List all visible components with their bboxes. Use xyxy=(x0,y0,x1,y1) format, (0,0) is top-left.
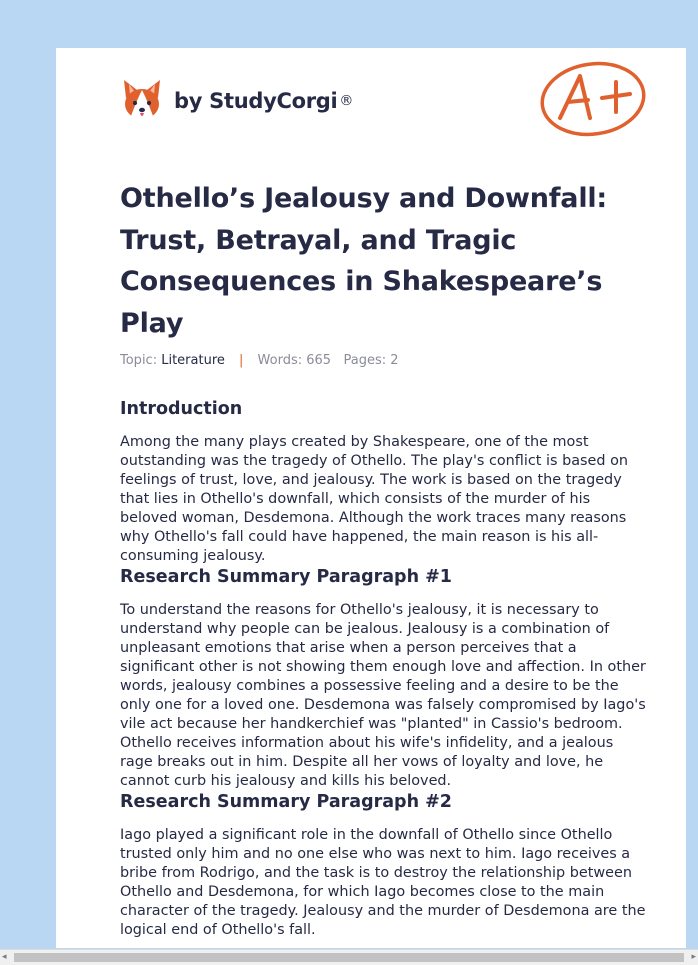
registered-mark: ® xyxy=(339,93,354,109)
section-heading-introduction: Introduction xyxy=(120,399,243,419)
scrollbar-thumb[interactable] xyxy=(14,953,684,962)
section-heading-research-1: Research Summary Paragraph #1 xyxy=(120,567,452,587)
section-text-introduction: Among the many plays created by Shakespeare, one of the most outstanding was the tragedy of Othello. The play's conflict is based on feelings of trust, love, and jealousy. The work is based on the tragedy that lies in Othello's downfall, which consists of the murder of his beloved woman, Desdemona. Although the work traces many reasons why Othello's fall could have happened, the main reason is his all-consuming jealousy. xyxy=(120,434,629,564)
page-title: Othello’s Jealousy and Downfall: Trust, Betrayal, and Tragic Consequences in Shakespeare’s Play xyxy=(120,183,608,339)
word-count: Words: 665 xyxy=(257,353,332,368)
section-text-research-2: Iago played a significant role in the downfall of Othello since Othello trusted only him and no one else who was next to him. Iago receives a bribe from Rodrigo, and the task is to destroy the relationship between Othello and Desdemona, for which Iago becomes close to the main character of the tragedy. Jealousy and the murder of Desdemona are the logical end of Othello's fall. xyxy=(120,827,646,938)
page-count: Pages: 2 xyxy=(343,353,399,368)
grade-badge-icon xyxy=(538,60,648,138)
corgi-logo-icon xyxy=(122,78,162,124)
brand-logo[interactable] xyxy=(122,76,353,126)
topic-label: Topic: xyxy=(120,353,158,368)
section-heading-research-2: Research Summary Paragraph #2 xyxy=(120,792,452,812)
horizontal-scrollbar[interactable] xyxy=(0,949,698,965)
topic-link[interactable]: Literature xyxy=(161,353,225,368)
grade-badge-text: A+ xyxy=(593,105,595,106)
brand-name: by StudyCorgi xyxy=(174,89,338,113)
document-meta xyxy=(120,353,399,368)
document-page xyxy=(56,48,686,948)
section-text-research-1: To understand the reasons for Othello's jealousy, it is necessary to understand why people can be jealous. Jealousy is a combination of unpleasant emotions that arise when a person perceives that a significant other is not showing them enough love and affection. In other words, jealousy combines a possessive feeling and a desire to be the only one for a loved one. Desdemona was falsely compromised by Iago's vile act because her handkerchief was "planted" in Cassio's bedroom. Othello receives information about his wife's infidelity, and a jealous rage breaks out in him. Despite all her vows of loyalty and love, he cannot curb his jealousy and kills his beloved. xyxy=(120,602,646,789)
article-body xyxy=(120,398,650,940)
scroll-left-icon[interactable]: ◂ xyxy=(2,952,7,962)
scroll-right-icon[interactable]: ▸ xyxy=(691,952,696,962)
meta-separator: | xyxy=(239,353,244,368)
